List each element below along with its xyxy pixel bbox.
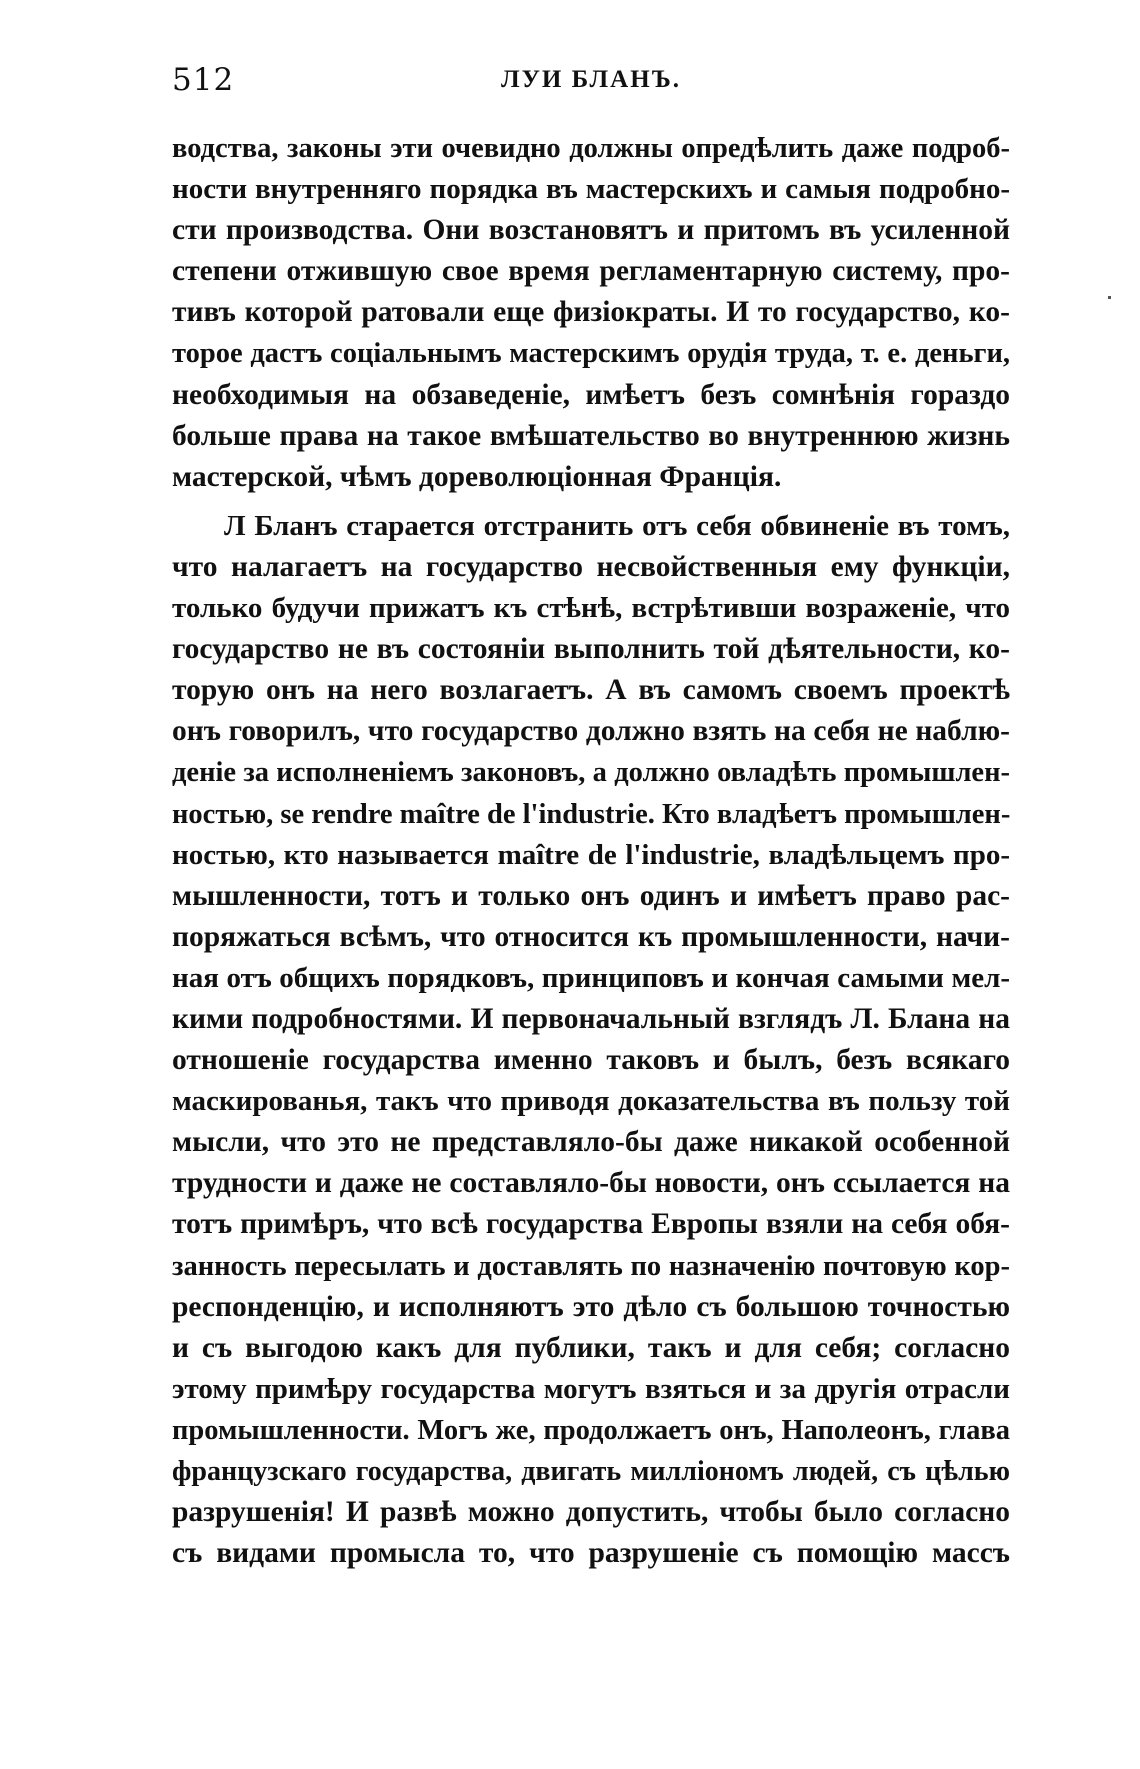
text-line: водства, законы эти очевидно должны опредѣлить даже подроб- bbox=[172, 133, 1010, 164]
text-line: сти производства. Они возстановятъ и притомъ въ усиленной bbox=[172, 214, 1010, 247]
text-line: онъ говорилъ, что государство должно взять на себя не наблю- bbox=[172, 715, 1010, 748]
text-line: деніе за исполненіемъ законовъ, а должно овладѣть промышлен- bbox=[172, 757, 1010, 789]
text-line: респонденцію, и исполняютъ это дѣло съ большою точностью bbox=[172, 1290, 1010, 1323]
text-line: Л Бланъ старается отстранить отъ себя обвиненіе въ томъ, bbox=[224, 509, 1010, 542]
text-line: ностью, кто называется maître de l'industrie, владѣльцемъ про- bbox=[172, 838, 1010, 871]
text-line: ная отъ общихъ порядковъ, принциповъ и кончая самыми мел- bbox=[172, 961, 1010, 994]
paragraph-1 bbox=[172, 128, 1010, 498]
text-line: этому примѣру государства могутъ взяться и за другія отрасли bbox=[172, 1372, 1010, 1405]
text-line: необходимыя на обзаведеніе, имѣетъ безъ сомнѣнія гораздо bbox=[172, 378, 1010, 411]
paragraph-2 bbox=[172, 506, 1010, 1574]
text-line: только будучи прижатъ къ стѣнѣ, встрѣтивши возраженіе, что bbox=[172, 592, 1010, 625]
text-line: торое дастъ соціальнымъ мастерскимъ орудія труда, т. е. деньги, bbox=[172, 338, 1010, 370]
text-line: кими подробностями. И первоначальный взглядъ Л. Блана на bbox=[172, 1002, 1010, 1035]
text-line: государство не въ состояніи выполнить той дѣятельности, ко- bbox=[172, 633, 1010, 666]
text-line: маскированья, такъ что приводя доказательства въ пользу той bbox=[172, 1085, 1010, 1118]
text-line: степени отжившую свое время регламентарную систему, про- bbox=[172, 255, 1010, 288]
page-number: 512 bbox=[172, 62, 235, 98]
text-line: тивъ которой ратовали еще физіократы. И то государство, ко- bbox=[172, 296, 1010, 329]
body-text bbox=[172, 128, 1010, 1574]
text-line: торую онъ на него возлагаетъ. А въ самомъ своемъ проектѣ bbox=[172, 674, 1010, 707]
text-line: французскаго государства, двигать милліономъ людей, съ цѣлью bbox=[172, 1456, 1010, 1487]
text-line: разрушенія! И развѣ можно допустить, чтобы было согласно bbox=[172, 1496, 1010, 1529]
text-line: тотъ примѣръ, что всѣ государства Европы взяли на себя обя- bbox=[172, 1208, 1010, 1241]
text-line: что налагаетъ на государство несвойственныя ему функціи, bbox=[172, 550, 1010, 583]
running-title: ЛУИ БЛАНЪ. bbox=[500, 66, 682, 93]
text-line: трудности и даже не составляло-бы новости, онъ ссылается на bbox=[172, 1167, 1010, 1200]
text-line: промышленности. Могъ же, продолжаетъ онъ, Наполеонъ, глава bbox=[172, 1414, 1010, 1446]
text-line: мастерской, чѣмъ дореволюціонная Франція. bbox=[172, 460, 782, 493]
text-line: занность пересылать и доставлять по назначенію почтовую кор- bbox=[172, 1250, 1010, 1282]
text-line: отношеніе государства именно таковъ и былъ, безъ всякаго bbox=[172, 1044, 1010, 1077]
text-line: съ видами промысла то, что разрушеніе съ помощію массъ bbox=[172, 1537, 1010, 1570]
text-line: и съ выгодою какъ для публики, такъ и для себя; согласно bbox=[172, 1331, 1010, 1364]
text-line: мысли, что это не представляло-бы даже никакой особенной bbox=[172, 1126, 1010, 1159]
text-line: ностью, se rendre maître de l'industrie. Кто владѣетъ промышлен- bbox=[172, 798, 1011, 830]
text-line: поряжаться всѣмъ, что относится къ промышленности, начи- bbox=[172, 920, 1010, 953]
running-head bbox=[172, 62, 1010, 102]
text-line: больше права на такое вмѣшательство во внутреннюю жизнь bbox=[172, 419, 1010, 452]
text-line: мышленности, тотъ и только онъ одинъ и имѣетъ право рас- bbox=[172, 879, 1010, 912]
speck-mark bbox=[1108, 296, 1111, 299]
text-line: ности внутренняго порядка въ мастерскихъ и самыя подробно- bbox=[172, 173, 1010, 206]
